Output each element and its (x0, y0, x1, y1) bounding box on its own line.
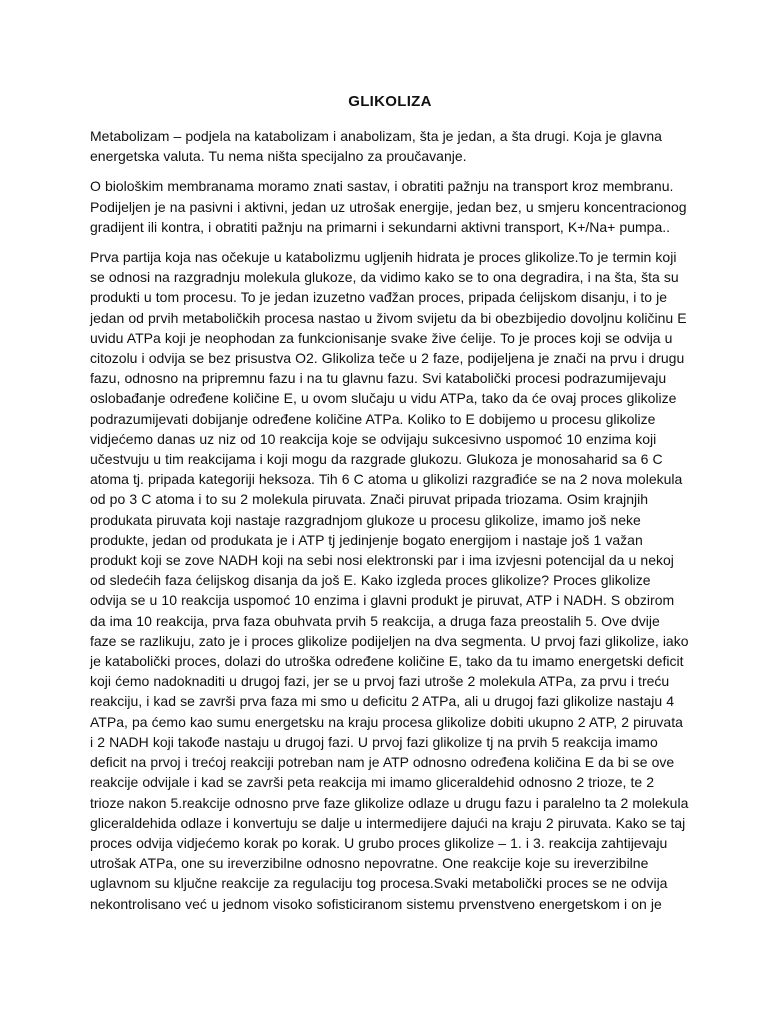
document-page (90, 92, 690, 924)
paragraph-metabolism: Metabolizam – podjela na katabolizam i anabolizam, šta je jedan, a šta drugi. Koja je glavna energetska valuta. Tu nema ništa specijalno za proučavanje. (90, 128, 662, 165)
paragraph-glycolysis: Prva partija koja nas očekuje u katabolizmu ugljenih hidrata je proces glikolize.To je termin koji se odnosi na razgradnju molekula glukoze, da vidimo kako se to ona degradira, i na šta, šta su produkti u tom procesu. To je jedan izuzetno vađžan proces, pripada ćelijskom disanju, i to je jedan od prvih metaboličkih procesa nastao u živom svijetu da bi obezbijedio dovoljnu količinu E uvidu ATPa koji je neophodan za funkcionisanje svake žive ćelije. To je proces koji se odvija u citozolu i odvija se bez prisustva O2. Glikoliza teče u 2 faze, podijeljena je znači na prvu i drugu fazu, odnosno na pripremnu fazu i na tu glavnu fazu. Svi katabolički procesi podrazumijevaju oslobađanje određene količine E, u ovom slučaju u vidu ATPa, tako da će ovaj proces glikolize podrazumijevati dobijanje određene količine ATPa. Koliko to E dobijemo u procesu glikolize vidjećemo danas uz niz od 10 reakcija koje se odvijaju sukcesivno uspomoć 10 enzima koji učestvuju u tim reakcijama i koji mogu da razgrade glukozu. Glukoza je monosaharid sa 6 C atoma tj. pripada kategoriji heksoza. Tih 6 C atoma u glikolizi razgrađiće se na 2 nova molekula od po 3 C atoma i to su 2 molekula piruvata. Znači piruvat pripada triozama. Osim krajnjih produkata piruvata koji nastaje razgradnjom glukoze u procesu glikolize, imamo još neke produkte, jedan od produkata je i ATP tj jedinjenje bogato energijom i nastaje još 1 važan produkt koji se zove NADH koji na sebi nosi elektronski par i ima izvjesni potencijal da u nekoj od sledećih faza ćelijskog disanja da još E. Kako izgleda proces glikolize? Proces glikolize odvija se u 10 reakcija uspomoć 10 enzima i glavni produkt je piruvat, ATP i NADH. S obzirom da ima 10 reakcija, prva faza obuhvata prvih 5 reakcija, a druga faza preostalih 5. Ove dvije faze se razlikuju, zato je i proces glikolize podijeljen na dva segmenta. U prvoj fazi glikolize, iako je katabolički proces, dolazi do utroška određene količine E, tako da tu imamo energetski deficit koji ćemo nadoknaditi u drugoj fazi, jer se u prvoj fazi utroše 2 molekula ATPa, za prvu i treću reakciju, i kad se završi prva faza mi smo u deficitu 2 ATPa, ali u drugoj fazi glikolize nastaju 4 ATPa, pa ćemo kao sumu energetsku na kraju procesa glikolize dobiti ukupno 2 ATP, 2 piruvata i 2 NADH koji takođe nastaju u drugoj fazi. U prvoj fazi glikolize tj na prvih 5 reakcija imamo deficit na prvoj i trećoj reakciji potreban nam je ATP odnosno određena količina E da bi se ove reakcije odvijale i kad se završi peta reakcija mi imamo gliceraldehid odnosno 2 trioze, te 2 trioze nakon 5.reakcije odnosno prve faze glikolize odlaze u drugu fazu i paralelno ta 2 molekula gliceraldehida odlaze i konvertuju se dalje u intermedijere dajući na kraju 2 piruvata. Kako se taj proces odvija vidjećemo korak po korak. U grubo proces glikolize – 1. i 3. reakcija zahtijevaju utrošak ATPa, one su ireverzibilne odnosno nepovratne. One reakcije koje su ireverzibilne uglavnom su ključne reakcije za regulaciju tog procesa.Svaki metabolički proces se ne odvija nekontrolisano već u jednom visoko sofisticiranom sistemu prvenstveno energetskom i on je (90, 249, 689, 912)
document-title: GLIKOLIZA (348, 93, 432, 110)
paragraph-membranes: O biološkim membranama moramo znati sastav, i obratiti pažnju na transport kroz membranu. Podijeljen je na pasivni i aktivni, jedan uz utrošak energije, jedan bez, u smjeru koncentracionog gradijent ili kontra, i obratiti pažnju na primarni i sekundarni aktivni transport, K+/Na+ pumpa.. (90, 178, 687, 235)
